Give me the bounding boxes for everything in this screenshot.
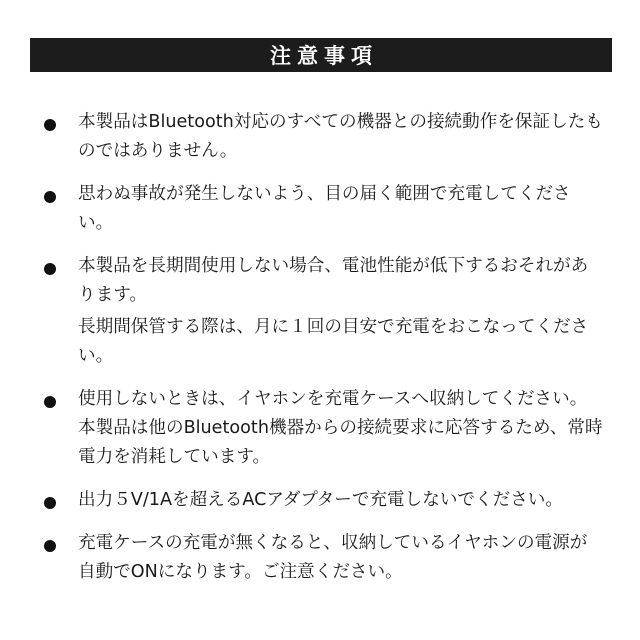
- notice-item-text: 思わぬ事故が発生しないよう、目の届く範囲で充電してください。: [78, 184, 571, 233]
- notice-item: [44, 385, 604, 472]
- notice-item-text: 出力５V/1Aを超えるACアダプターで充電しないでください。: [78, 490, 563, 510]
- notice-item: [44, 108, 604, 166]
- bullet-icon: [44, 396, 56, 408]
- bullet-icon: [44, 119, 56, 131]
- notice-item: [44, 529, 604, 587]
- notice-item-body: [78, 252, 604, 371]
- notice-item-body: [78, 180, 604, 238]
- notice-item: [44, 180, 604, 238]
- bullet-icon: [44, 191, 56, 203]
- notice-item-body: [78, 529, 604, 587]
- notice-item-text: 充電ケースの充電が無くなると、収納しているイヤホンの電源が自動でONになります。ご注意ください。: [78, 533, 588, 582]
- notice-item: [44, 252, 604, 371]
- notice-header-bar: [30, 38, 612, 72]
- notice-item-subtext: 長期間保管する際は、月に１回の目安で充電をおこなってください。: [78, 317, 589, 366]
- notice-item-text: 本製品を長期間使用しない場合、電池性能が低下するおそれがあります。: [78, 256, 589, 305]
- notice-item-text: 使用しないときは、イヤホンを充電ケースへ収納してください。本製品は他のBluetooth機器からの接続要求に応答するため、常時電力を消耗しています。: [78, 389, 603, 467]
- notice-title: 注意事項: [270, 44, 378, 68]
- notice-item-body: [78, 385, 604, 472]
- bullet-icon: [44, 540, 56, 552]
- notice-item-text: 本製品はBluetooth対応のすべての機器との接続動作を保証したものではありません。: [78, 112, 603, 161]
- notice-item: [44, 486, 604, 515]
- notice-item-body: [78, 108, 604, 166]
- bullet-icon: [44, 497, 56, 509]
- notice-list: [44, 108, 604, 601]
- notice-item-body: [78, 486, 604, 515]
- bullet-icon: [44, 263, 56, 275]
